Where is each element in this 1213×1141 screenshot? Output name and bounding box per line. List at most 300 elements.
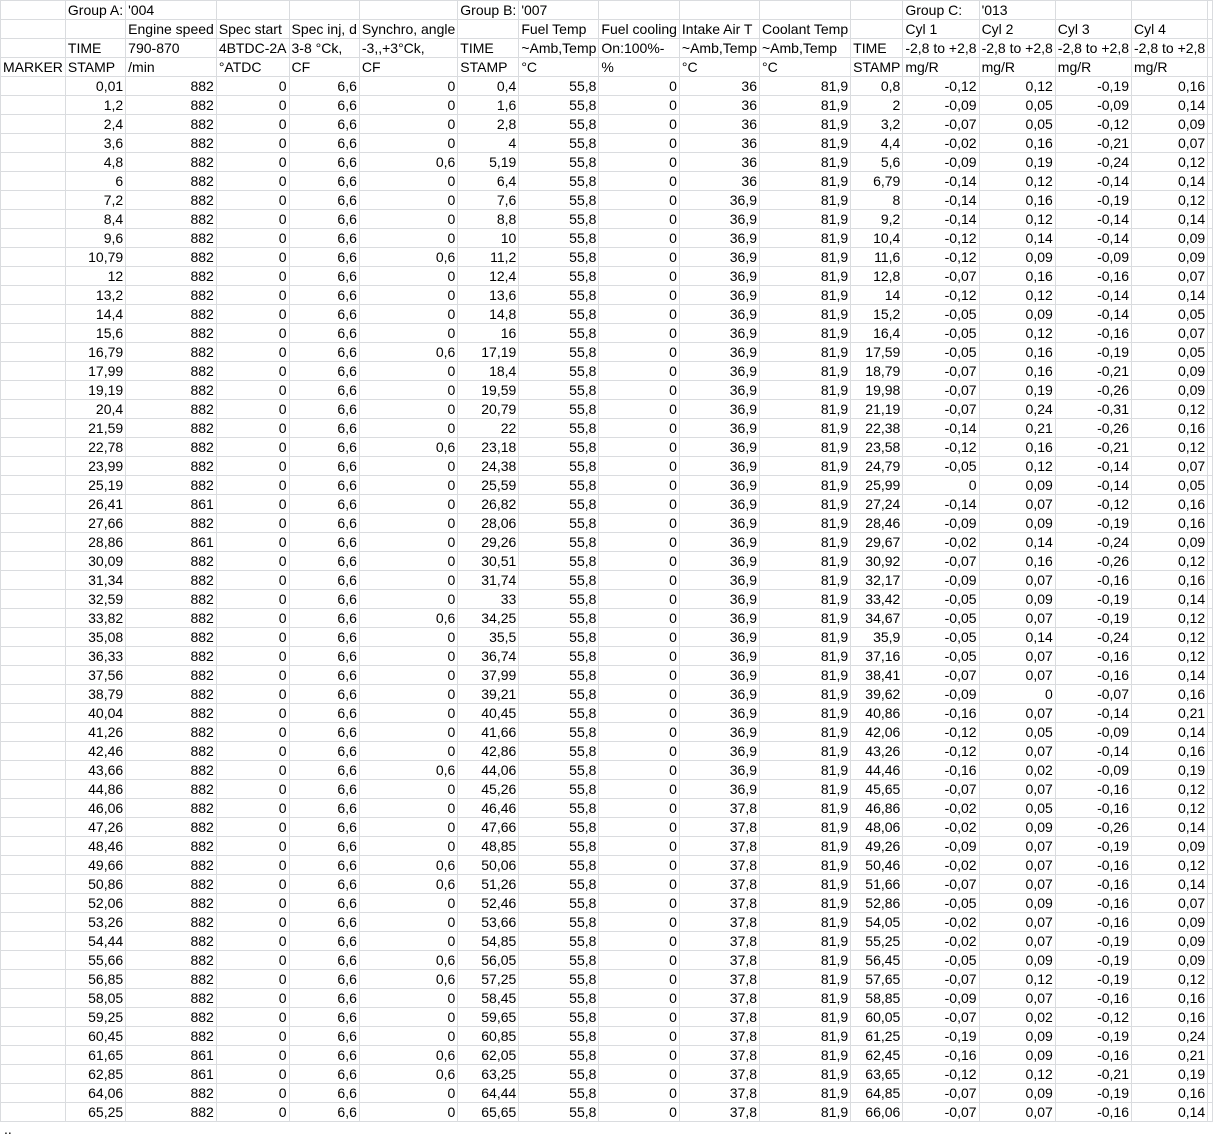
cell[interactable]: 46,86 [851, 799, 903, 818]
cell[interactable]: 882 [126, 780, 217, 799]
cell[interactable]: 0,12 [979, 324, 1055, 343]
header-cell[interactable]: °C [760, 58, 851, 77]
cell[interactable]: 0 [599, 837, 680, 856]
cell[interactable]: 0,09 [1132, 381, 1208, 400]
cell[interactable]: 55,8 [519, 970, 599, 989]
cell[interactable]: 882 [126, 571, 217, 590]
cell[interactable]: 1,6 [458, 96, 519, 115]
cell[interactable] [1, 932, 66, 951]
cell[interactable]: 14 [851, 286, 903, 305]
cell[interactable]: 55,8 [519, 571, 599, 590]
cell[interactable]: 0 [216, 628, 289, 647]
cell[interactable] [1, 134, 66, 153]
cell[interactable]: 0 [216, 609, 289, 628]
cell[interactable]: 0,16 [1132, 77, 1208, 96]
cell[interactable]: 0 [599, 647, 680, 666]
cell[interactable]: 0 [216, 875, 289, 894]
cell[interactable] [1208, 400, 1213, 419]
cell[interactable]: 0,16 [979, 438, 1055, 457]
cell[interactable]: 37,8 [679, 989, 759, 1008]
cell[interactable]: 0 [599, 1103, 680, 1122]
cell[interactable]: -0,14 [903, 172, 979, 191]
cell[interactable]: -0,12 [1055, 495, 1131, 514]
cell[interactable]: 55,8 [519, 153, 599, 172]
cell[interactable]: 36,9 [679, 666, 759, 685]
cell[interactable] [1208, 96, 1213, 115]
cell[interactable]: -0,07 [903, 1008, 979, 1027]
cell[interactable]: 0 [216, 533, 289, 552]
cell[interactable]: 6,6 [289, 172, 359, 191]
cell[interactable]: 15,2 [851, 305, 903, 324]
cell[interactable]: -0,19 [1055, 343, 1131, 362]
header-cell[interactable]: °C [679, 58, 759, 77]
cell[interactable]: 0,12 [1132, 628, 1208, 647]
cell[interactable]: 0 [359, 362, 457, 381]
cell[interactable]: 81,9 [760, 742, 851, 761]
cell[interactable] [1208, 115, 1213, 134]
cell[interactable]: 0,05 [1132, 305, 1208, 324]
cell[interactable]: 54,85 [458, 932, 519, 951]
cell[interactable]: 62,05 [458, 1046, 519, 1065]
cell[interactable]: 36,9 [679, 742, 759, 761]
cell[interactable]: 41,26 [65, 723, 125, 742]
cell[interactable] [1208, 343, 1213, 362]
cell[interactable]: 50,06 [458, 856, 519, 875]
cell[interactable]: 0 [599, 191, 680, 210]
cell[interactable] [1, 590, 66, 609]
cell[interactable]: 40,86 [851, 704, 903, 723]
cell[interactable]: -0,16 [903, 704, 979, 723]
cell[interactable]: 6,6 [289, 875, 359, 894]
cell[interactable]: 81,9 [760, 115, 851, 134]
cell[interactable]: 0 [599, 172, 680, 191]
header-cell[interactable]: STAMP [851, 58, 903, 77]
cell[interactable]: 39,62 [851, 685, 903, 704]
cell[interactable]: 882 [126, 1027, 217, 1046]
cell[interactable]: 81,9 [760, 476, 851, 495]
cell[interactable]: 882 [126, 438, 217, 457]
cell[interactable]: 882 [126, 419, 217, 438]
cell[interactable]: 0 [599, 799, 680, 818]
cell[interactable]: 0 [599, 381, 680, 400]
cell[interactable]: 18,4 [458, 362, 519, 381]
cell[interactable] [1208, 666, 1213, 685]
cell[interactable]: 0 [216, 96, 289, 115]
cell[interactable]: 0,16 [1132, 571, 1208, 590]
cell[interactable]: 0,12 [979, 457, 1055, 476]
cell[interactable]: 0 [216, 210, 289, 229]
cell[interactable]: 26,82 [458, 495, 519, 514]
cell[interactable]: 6,6 [289, 647, 359, 666]
cell[interactable] [1, 989, 66, 1008]
cell[interactable]: 0,6 [359, 856, 457, 875]
cell[interactable]: 0 [216, 761, 289, 780]
cell[interactable]: 0 [359, 134, 457, 153]
cell[interactable] [1, 229, 66, 248]
cell[interactable]: 882 [126, 134, 217, 153]
cell[interactable]: 37,8 [679, 970, 759, 989]
cell[interactable]: 0 [216, 818, 289, 837]
cell[interactable]: 19,19 [65, 381, 125, 400]
cell[interactable]: 6,6 [289, 989, 359, 1008]
cell[interactable]: -0,09 [903, 96, 979, 115]
cell[interactable] [1208, 970, 1213, 989]
cell[interactable]: 0 [359, 742, 457, 761]
cell[interactable]: -0,02 [903, 913, 979, 932]
cell[interactable]: 40,04 [65, 704, 125, 723]
cell[interactable]: 61,65 [65, 1046, 125, 1065]
cell[interactable]: 0,07 [979, 571, 1055, 590]
cell[interactable]: 0,14 [1132, 210, 1208, 229]
cell[interactable]: 0 [599, 970, 680, 989]
cell[interactable]: 36 [679, 77, 759, 96]
cell[interactable] [1208, 286, 1213, 305]
cell[interactable]: 0 [359, 229, 457, 248]
cell[interactable]: 0 [359, 1084, 457, 1103]
cell[interactable]: 17,59 [851, 343, 903, 362]
cell[interactable]: 59,25 [65, 1008, 125, 1027]
cell[interactable]: 81,9 [760, 419, 851, 438]
cell[interactable]: 81,9 [760, 628, 851, 647]
cell[interactable]: 0 [599, 514, 680, 533]
cell[interactable]: 36,9 [679, 590, 759, 609]
cell[interactable] [1, 913, 66, 932]
cell[interactable]: 0,14 [1132, 723, 1208, 742]
cell[interactable]: 861 [126, 1065, 217, 1084]
cell[interactable]: 37,8 [679, 932, 759, 951]
cell[interactable]: 0,05 [979, 115, 1055, 134]
cell[interactable] [1208, 875, 1213, 894]
cell[interactable]: 0,14 [1132, 96, 1208, 115]
cell[interactable] [1, 381, 66, 400]
cell[interactable]: 6,6 [289, 1103, 359, 1122]
cell[interactable]: 81,9 [760, 400, 851, 419]
cell[interactable]: 0,09 [1132, 362, 1208, 381]
cell[interactable]: -0,14 [903, 191, 979, 210]
cell[interactable]: 33,42 [851, 590, 903, 609]
cell[interactable]: -0,26 [1055, 552, 1131, 571]
cell[interactable]: -0,09 [1055, 248, 1131, 267]
cell[interactable]: 6,6 [289, 77, 359, 96]
cell[interactable]: 45,65 [851, 780, 903, 799]
cell[interactable] [1, 856, 66, 875]
cell[interactable]: 81,9 [760, 1065, 851, 1084]
cell[interactable]: 0 [599, 495, 680, 514]
cell[interactable]: 0,09 [1132, 913, 1208, 932]
cell[interactable]: 0,09 [1132, 932, 1208, 951]
cell[interactable]: 0 [216, 77, 289, 96]
cell[interactable]: 0 [359, 1027, 457, 1046]
cell[interactable] [1, 666, 66, 685]
cell[interactable]: 36,9 [679, 210, 759, 229]
cell[interactable]: 48,06 [851, 818, 903, 837]
cell[interactable]: 6,6 [289, 685, 359, 704]
header-cell[interactable]: CF [359, 58, 457, 77]
cell[interactable]: 861 [126, 495, 217, 514]
cell[interactable]: 6,6 [289, 780, 359, 799]
cell[interactable]: 81,9 [760, 77, 851, 96]
cell[interactable]: 6,6 [289, 362, 359, 381]
cell[interactable]: -0,14 [1055, 742, 1131, 761]
cell[interactable]: 0 [599, 438, 680, 457]
cell[interactable]: 0 [359, 514, 457, 533]
cell[interactable]: 882 [126, 362, 217, 381]
cell[interactable]: 0 [216, 343, 289, 362]
cell[interactable]: 36,9 [679, 685, 759, 704]
cell[interactable]: 0 [216, 248, 289, 267]
cell[interactable]: -0,16 [1055, 875, 1131, 894]
cell[interactable]: 0 [359, 210, 457, 229]
cell[interactable]: 6,6 [289, 837, 359, 856]
cell[interactable]: 6,6 [289, 96, 359, 115]
cell[interactable]: 49,66 [65, 856, 125, 875]
cell[interactable]: 14,4 [65, 305, 125, 324]
cell[interactable]: 0 [599, 134, 680, 153]
cell[interactable]: 27,66 [65, 514, 125, 533]
cell[interactable]: 55,25 [851, 932, 903, 951]
cell[interactable]: -0,07 [903, 780, 979, 799]
cell[interactable]: 39,21 [458, 685, 519, 704]
cell[interactable]: 37,56 [65, 666, 125, 685]
cell[interactable]: 36,9 [679, 305, 759, 324]
cell[interactable]: 0 [359, 400, 457, 419]
cell[interactable]: -0,05 [903, 590, 979, 609]
cell[interactable]: -0,07 [903, 267, 979, 286]
cell[interactable]: 36,9 [679, 571, 759, 590]
cell[interactable]: 25,99 [851, 476, 903, 495]
cell[interactable]: -0,16 [1055, 647, 1131, 666]
cell[interactable]: 0 [359, 77, 457, 96]
cell[interactable]: 0,16 [979, 267, 1055, 286]
cell[interactable]: 882 [126, 286, 217, 305]
cell[interactable] [1, 324, 66, 343]
cell[interactable]: -0,07 [903, 362, 979, 381]
cell[interactable]: 0 [599, 1027, 680, 1046]
cell[interactable]: 882 [126, 115, 217, 134]
cell[interactable]: 0,09 [979, 1046, 1055, 1065]
header-cell[interactable]: °C [519, 58, 599, 77]
cell[interactable]: 55,8 [519, 837, 599, 856]
cell[interactable]: 0 [216, 1027, 289, 1046]
cell[interactable]: 0,6 [359, 609, 457, 628]
cell[interactable]: 0,09 [1132, 533, 1208, 552]
cell[interactable]: 55,8 [519, 476, 599, 495]
cell[interactable]: -0,16 [1055, 780, 1131, 799]
cell[interactable]: 33,82 [65, 609, 125, 628]
cell[interactable]: 0 [599, 913, 680, 932]
cell[interactable]: 0 [216, 571, 289, 590]
cell[interactable]: 0 [216, 989, 289, 1008]
cell[interactable] [1208, 932, 1213, 951]
cell[interactable]: 0 [216, 894, 289, 913]
cell[interactable]: 37,8 [679, 1008, 759, 1027]
cell[interactable]: 0 [599, 856, 680, 875]
cell[interactable]: 6,6 [289, 742, 359, 761]
cell[interactable]: 0,14 [1132, 590, 1208, 609]
cell[interactable]: 6,6 [289, 761, 359, 780]
cell[interactable]: 0 [359, 628, 457, 647]
cell[interactable]: 0 [216, 1103, 289, 1122]
cell[interactable]: -0,09 [1055, 96, 1131, 115]
cell[interactable] [1208, 172, 1213, 191]
cell[interactable]: 3,2 [851, 115, 903, 134]
cell[interactable]: 0,09 [1132, 951, 1208, 970]
cell[interactable]: 36,9 [679, 191, 759, 210]
cell[interactable]: -0,05 [903, 894, 979, 913]
header-cell[interactable]: mg/R [1132, 58, 1208, 77]
cell[interactable]: 0 [359, 533, 457, 552]
cell[interactable]: 36 [679, 115, 759, 134]
cell[interactable]: 81,9 [760, 191, 851, 210]
cell[interactable]: 0 [599, 932, 680, 951]
cell[interactable]: 55,8 [519, 742, 599, 761]
cell[interactable]: 6,6 [289, 1046, 359, 1065]
cell[interactable]: 55,8 [519, 590, 599, 609]
header-cell[interactable]: -2,8 to +2,8 [1055, 39, 1131, 58]
cell[interactable] [1208, 894, 1213, 913]
cell[interactable]: 56,85 [65, 970, 125, 989]
cell[interactable]: 0 [359, 191, 457, 210]
cell[interactable]: 882 [126, 609, 217, 628]
cell[interactable] [1, 115, 66, 134]
header-cell[interactable] [1208, 39, 1213, 58]
cell[interactable]: 0,12 [1132, 856, 1208, 875]
cell[interactable]: 0 [359, 723, 457, 742]
cell[interactable]: 36,9 [679, 381, 759, 400]
cell[interactable]: 62,85 [65, 1065, 125, 1084]
cell[interactable]: 36 [679, 134, 759, 153]
header-cell[interactable]: % [599, 58, 680, 77]
cell[interactable]: 36,9 [679, 286, 759, 305]
cell[interactable]: 81,9 [760, 704, 851, 723]
cell[interactable] [1208, 761, 1213, 780]
cell[interactable]: 55,8 [519, 894, 599, 913]
cell[interactable]: 36,9 [679, 495, 759, 514]
cell[interactable]: 0,14 [1132, 666, 1208, 685]
cell[interactable]: 0,6 [359, 343, 457, 362]
cell[interactable] [1, 1065, 66, 1084]
cell[interactable]: 36 [679, 96, 759, 115]
cell[interactable]: 22,38 [851, 419, 903, 438]
cell[interactable]: 0 [599, 628, 680, 647]
header-cell[interactable]: ~Amb,Temp [679, 39, 759, 58]
cell[interactable]: 42,86 [458, 742, 519, 761]
cell[interactable]: 6,6 [289, 115, 359, 134]
cell[interactable]: 36,9 [679, 248, 759, 267]
cell[interactable]: 882 [126, 191, 217, 210]
cell[interactable]: 81,9 [760, 780, 851, 799]
cell[interactable]: -0,16 [1055, 856, 1131, 875]
cell[interactable]: 81,9 [760, 457, 851, 476]
cell[interactable]: 55,8 [519, 210, 599, 229]
cell[interactable]: 55,8 [519, 324, 599, 343]
cell[interactable]: -0,09 [903, 571, 979, 590]
cell[interactable]: 20,4 [65, 400, 125, 419]
cell[interactable] [1208, 248, 1213, 267]
cell[interactable] [1, 343, 66, 362]
cell[interactable]: -0,16 [1055, 894, 1131, 913]
cell[interactable]: -0,09 [903, 837, 979, 856]
cell[interactable]: 36,9 [679, 457, 759, 476]
header-cell[interactable]: -2,8 to +2,8 [1132, 39, 1208, 58]
cell[interactable]: 30,92 [851, 552, 903, 571]
cell[interactable] [1208, 723, 1213, 742]
cell[interactable]: 30,09 [65, 552, 125, 571]
cell[interactable]: 81,9 [760, 799, 851, 818]
header-cell[interactable]: STAMP [65, 58, 125, 77]
cell[interactable]: 0,12 [1132, 647, 1208, 666]
cell[interactable]: 6,6 [289, 381, 359, 400]
cell[interactable] [1, 875, 66, 894]
cell[interactable]: 4,8 [65, 153, 125, 172]
cell[interactable]: 0 [216, 1065, 289, 1084]
cell[interactable]: 882 [126, 875, 217, 894]
cell[interactable]: 0 [359, 799, 457, 818]
cell[interactable]: 882 [126, 96, 217, 115]
cell[interactable]: 6,6 [289, 514, 359, 533]
cell[interactable]: 0,16 [1132, 495, 1208, 514]
cell[interactable]: 12,8 [851, 267, 903, 286]
cell[interactable]: 0,09 [1132, 837, 1208, 856]
cell[interactable] [1208, 324, 1213, 343]
cell[interactable]: 0,05 [1132, 476, 1208, 495]
cell[interactable]: 16 [458, 324, 519, 343]
header-cell[interactable]: ~Amb,Temp [760, 39, 851, 58]
cell[interactable]: 36,9 [679, 229, 759, 248]
header-cell[interactable]: Fuel cooling [599, 20, 680, 39]
cell[interactable]: 81,9 [760, 495, 851, 514]
cell[interactable] [1, 172, 66, 191]
cell[interactable]: 0 [599, 324, 680, 343]
cell[interactable] [1208, 153, 1213, 172]
cell[interactable]: 882 [126, 932, 217, 951]
cell[interactable]: -0,24 [1055, 533, 1131, 552]
cell[interactable]: 4 [458, 134, 519, 153]
cell[interactable]: 40,45 [458, 704, 519, 723]
cell[interactable]: -0,02 [903, 799, 979, 818]
cell[interactable]: 882 [126, 590, 217, 609]
cell[interactable]: -0,26 [1055, 818, 1131, 837]
cell[interactable]: 55,8 [519, 628, 599, 647]
header-cell[interactable]: STAMP [458, 58, 519, 77]
cell[interactable]: 882 [126, 210, 217, 229]
cell[interactable]: -0,07 [903, 400, 979, 419]
cell[interactable]: 36,9 [679, 609, 759, 628]
cell[interactable]: 0 [599, 96, 680, 115]
cell[interactable]: 81,9 [760, 761, 851, 780]
cell[interactable]: -0,21 [1055, 134, 1131, 153]
cell[interactable]: 0 [599, 780, 680, 799]
cell[interactable] [1208, 742, 1213, 761]
cell[interactable]: -0,14 [1055, 305, 1131, 324]
header-cell[interactable] [1, 20, 66, 39]
cell[interactable]: 81,9 [760, 514, 851, 533]
header-cell[interactable]: Cyl 3 [1055, 20, 1131, 39]
cell[interactable]: 53,26 [65, 913, 125, 932]
cell[interactable] [1208, 495, 1213, 514]
cell[interactable]: 23,99 [65, 457, 125, 476]
cell[interactable]: 0,19 [979, 381, 1055, 400]
cell[interactable]: -0,09 [903, 153, 979, 172]
cell[interactable]: 0 [359, 837, 457, 856]
cell[interactable]: 0 [359, 495, 457, 514]
cell[interactable]: 0 [599, 1065, 680, 1084]
cell[interactable]: 882 [126, 514, 217, 533]
cell[interactable]: 36,74 [458, 647, 519, 666]
cell[interactable]: 36,9 [679, 552, 759, 571]
cell[interactable]: -0,02 [903, 134, 979, 153]
cell[interactable]: 0 [216, 438, 289, 457]
